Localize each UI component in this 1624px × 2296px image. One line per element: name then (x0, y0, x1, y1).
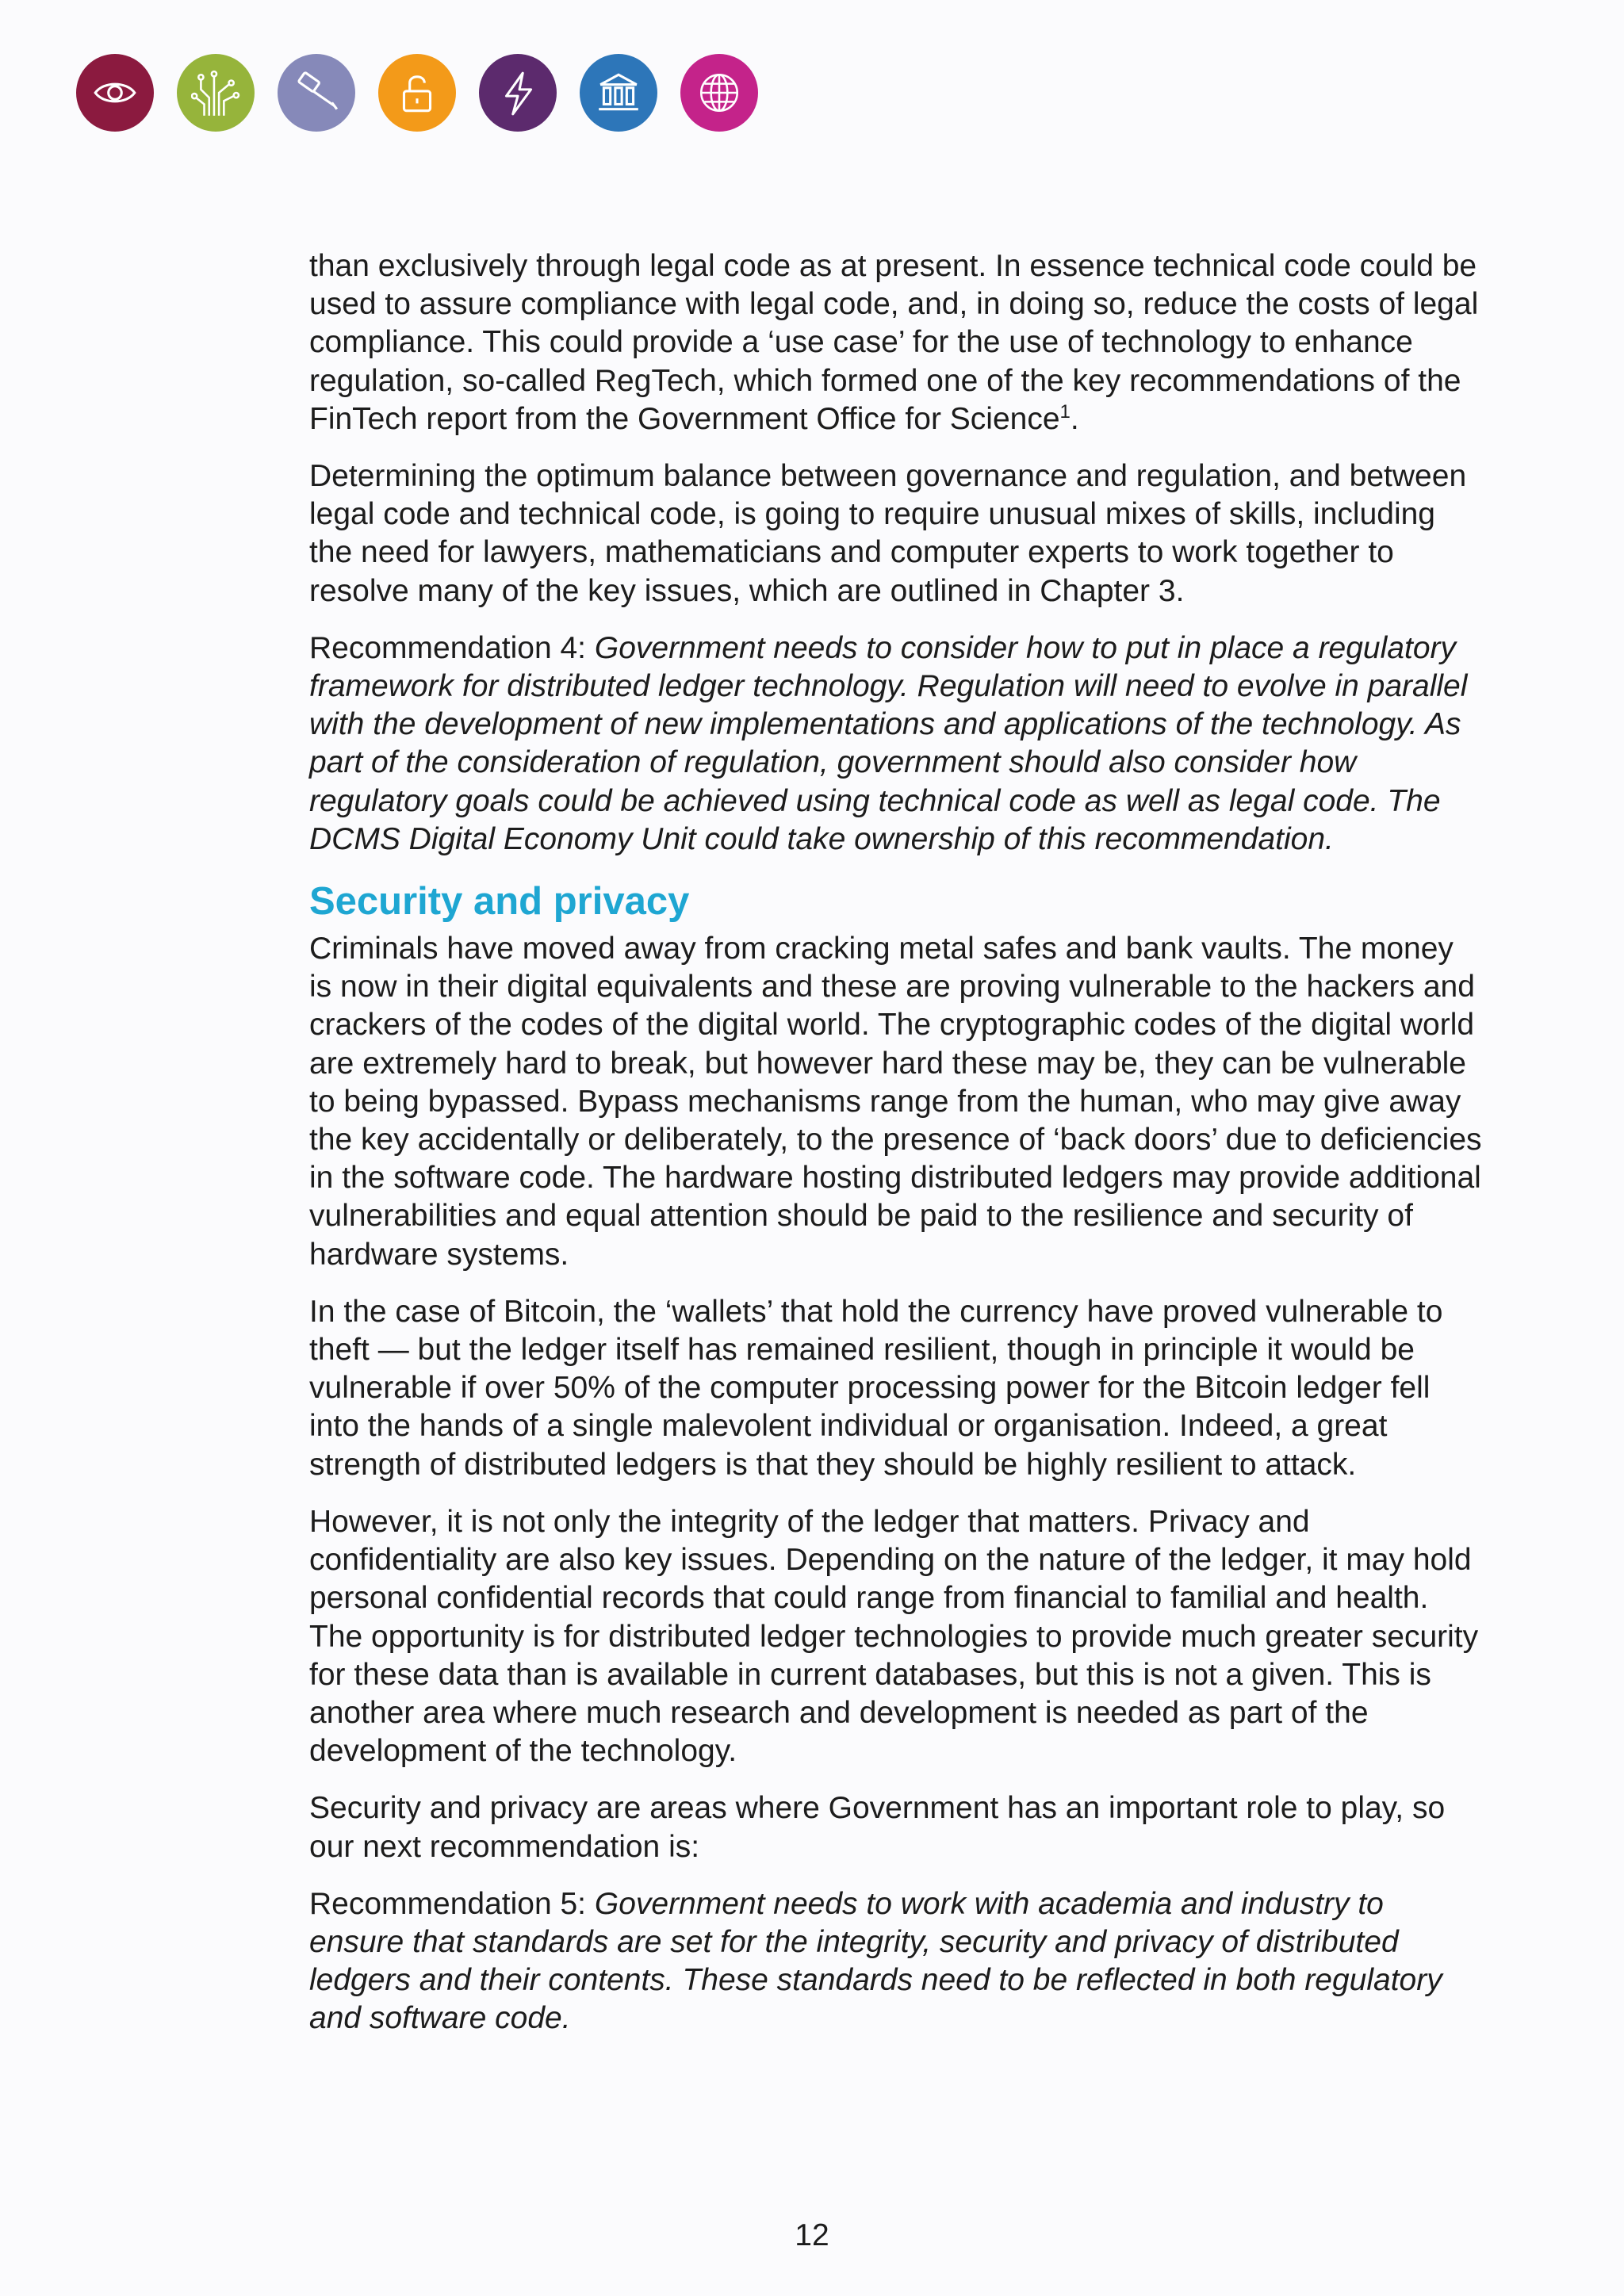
body-text (309, 247, 1483, 2057)
paragraph-balance: Determining the optimum balance between governance and regulation, and between legal code and technical code, is going to require unusual mixes of skills, including the need for lawyers, mathematicians and computer experts to work together to resolve many of the key issues, which are outlined in Chapter 3. (309, 459, 1467, 608)
theme-icon-row (76, 54, 758, 132)
footnote-reference[interactable]: 1 (1059, 400, 1071, 423)
circuit-icon (177, 54, 255, 132)
lightning-icon (479, 54, 557, 132)
recommendation-5 (309, 1885, 1483, 2038)
gavel-icon (278, 54, 355, 132)
eye-icon (76, 54, 154, 132)
recommendation-4 (309, 629, 1483, 859)
globe-icon (680, 54, 758, 132)
paragraph-bitcoin: In the case of Bitcoin, the ‘wallets’ that hold the currency have proved vulnerable to theft — but the ledger itself has remained resilient, though in principle it would be vulnerable if over 50% of the computer processing power for the Bitcoin ledger fell into the hands of a single malevolent individual or organisation. Indeed, a great strength of distributed ledgers is that they should be highly resilient to attack. (309, 1294, 1443, 1482)
paragraph-privacy: However, it is not only the integrity of the ledger that matters. Privacy and confidentiality are also key issues. Depending on the nature of the ledger, it may hold personal confidential records that could range from financial to familial and health. The opportunity is for distributed ledger technologies to provide much greater security for these data than is available in current databases, but this is not a given. This is another area where much research and development is needed as part of the development of the technology. (309, 1504, 1479, 1769)
page-number: 12 (795, 2218, 829, 2252)
paragraph-government-role: Security and privacy are areas where Government has an important role to play, so our next recommendation is: (309, 1791, 1446, 1864)
recommendation-5-text: Government needs to work with academia and industry to ensure that standards are set for the integrity, security and privacy of distributed ledgers and their contents. These standards need to be reflected in both regulatory and software code. (309, 1886, 1442, 2036)
bank-icon (580, 54, 657, 132)
recommendation-5-label: Recommendation 5: (309, 1886, 595, 1921)
paragraph-regtech: than exclusively through legal code as at present. In essence technical code could be used to assure compliance with legal code, and, in doing so, reduce the costs of legal compliance. This could provide a ‘use case’ for the use of technology to enhance regulation, so-called RegTech, which formed one of the key recommendations of the FinTech report from the Government Office for Science$^1$. (309, 249, 1479, 436)
padlock-icon (378, 54, 456, 132)
recommendation-4-label: Recommendation 4: (309, 630, 595, 665)
recommendation-4-text: Government needs to consider how to put in place a regulatory framework for distributed ledger technology. Regulation will need to evolve in parallel with the development of new implementations and applications of the technology. As part of the consideration of regulation, government should also consider how regulatory goals could be achieved using technical code as well as legal code. The DCMS Digital Economy Unit could take ownership of this recommendation. (309, 630, 1468, 856)
section-heading: Security and privacy (309, 880, 690, 924)
paragraph-criminals: Criminals have moved away from cracking metal safes and bank vaults. The money is now in their digital equivalents and these are proving vulnerable to the hackers and crackers of the codes of the digital world. The cryptographic codes of the digital world are extremely hard to break, but however hard these may be, they can be vulnerable to being bypassed. Bypass mechanisms range from the human, who may give away the key accidentally or deliberately, to the presence of ‘back doors’ due to deficiencies in the software code. The hardware hosting distributed ledgers may provide additional vulnerabilities and equal attention should be paid to the resilience and security of hardware systems. (309, 932, 1482, 1272)
